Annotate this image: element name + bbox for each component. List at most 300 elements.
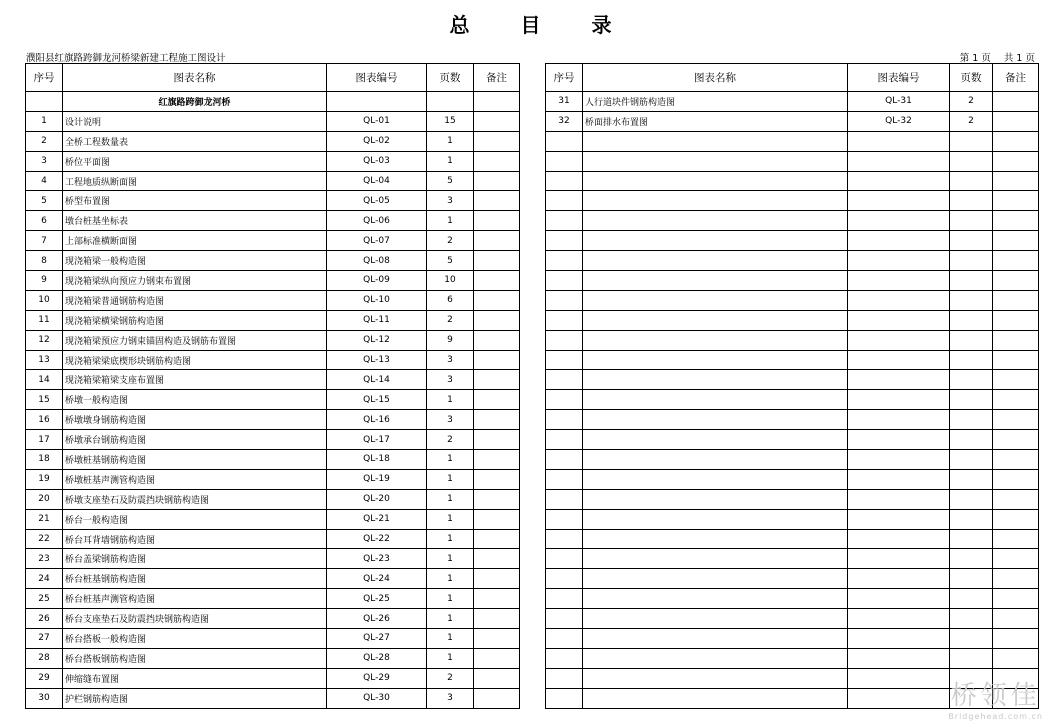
table-row [26,450,520,470]
drawing-code [848,271,950,291]
drawing-code [848,668,950,688]
drawing-name [583,648,848,668]
drawing-code: QL-09 [327,271,427,291]
page-count: 1 [427,609,474,629]
page-count: 2 [427,668,474,688]
table-row [26,330,520,350]
drawing-code: QL-24 [327,569,427,589]
row-number [546,271,583,291]
drawing-name [583,370,848,390]
drawing-name: 桥墩一般构造图 [63,390,327,410]
drawing-code: QL-27 [327,629,427,649]
remark [474,609,520,629]
row-number: 9 [26,271,63,291]
drawing-name [583,410,848,430]
remark [474,290,520,310]
drawing-code: QL-10 [327,290,427,310]
drawing-name [583,569,848,589]
remark [474,509,520,529]
drawing-name [583,271,848,291]
remark [993,569,1039,589]
row-number: 6 [26,211,63,231]
table-row [546,469,1039,489]
row-number [546,529,583,549]
row-number [546,569,583,589]
drawing-name [583,131,848,151]
section-title: 红旗路跨御龙河桥 [63,92,327,112]
drawing-code [848,529,950,549]
remark [993,350,1039,370]
row-number [546,390,583,410]
remark [993,251,1039,271]
table-row [26,589,520,609]
table-row [546,231,1039,251]
row-number [546,589,583,609]
table-row [546,489,1039,509]
drawing-name: 现浇箱梁梁底楔形块钢筋构造图 [63,350,327,370]
remark [993,131,1039,151]
remark [993,629,1039,649]
table-row [546,390,1039,410]
table-row [26,529,520,549]
remark [993,310,1039,330]
page-count [950,469,993,489]
row-number: 21 [26,509,63,529]
drawing-code [848,629,950,649]
page-count: 2 [427,430,474,450]
drawing-code [848,231,950,251]
drawing-code [848,290,950,310]
header-name: 图表名称 [63,64,327,92]
remark [474,569,520,589]
row-number [546,290,583,310]
row-number: 23 [26,549,63,569]
drawing-code: QL-12 [327,330,427,350]
table-row [26,131,520,151]
row-number: 32 [546,111,583,131]
table-row [546,609,1039,629]
page-count: 9 [427,330,474,350]
page-number: 第 1 页 [959,53,991,64]
drawing-code [848,469,950,489]
table-row [546,330,1039,350]
remark [474,549,520,569]
table-row [546,290,1039,310]
page-total: 共 1 页 [1003,53,1035,64]
drawing-name: 工程地质纵断面图 [63,171,327,191]
row-number: 15 [26,390,63,410]
drawing-code: QL-03 [327,151,427,171]
table-row [26,648,520,668]
drawing-code: QL-30 [327,688,427,708]
drawing-code: QL-29 [327,668,427,688]
table-row [546,131,1039,151]
page-count: 5 [427,251,474,271]
table-row [546,171,1039,191]
header-code: 图表编号 [848,64,950,92]
drawing-code [848,251,950,271]
drawing-name: 桥墩承台钢筋构造图 [63,430,327,450]
index-table-right [545,63,1039,709]
remark [993,589,1039,609]
remark [474,171,520,191]
row-number: 12 [26,330,63,350]
remark [993,92,1039,112]
page-count [950,410,993,430]
drawing-name [583,231,848,251]
remark [474,350,520,370]
page-count: 1 [427,151,474,171]
row-number [546,549,583,569]
remark [993,609,1039,629]
page-count [950,290,993,310]
drawing-name: 桥位平面图 [63,151,327,171]
drawing-name [583,589,848,609]
page-count: 1 [427,569,474,589]
header-no: 序号 [546,64,583,92]
watermark-logo [948,675,1043,721]
page-count: 3 [427,350,474,370]
table-row [26,410,520,430]
drawing-name [583,629,848,649]
page-count: 10 [427,271,474,291]
remark [993,489,1039,509]
drawing-name: 伸缩缝布置图 [63,668,327,688]
drawing-code [848,569,950,589]
page-count: 1 [427,489,474,509]
remark [474,211,520,231]
page-count [950,609,993,629]
remark [474,648,520,668]
table-row [26,509,520,529]
row-number [546,350,583,370]
remark [474,688,520,708]
row-number [546,688,583,708]
row-number: 11 [26,310,63,330]
drawing-code: QL-25 [327,589,427,609]
table-row [26,271,520,291]
drawing-name [583,430,848,450]
page-count: 1 [427,648,474,668]
remark [993,469,1039,489]
table-row [26,211,520,231]
page-count: 1 [427,549,474,569]
drawing-code [848,350,950,370]
row-number: 7 [26,231,63,251]
page-count: 3 [427,410,474,430]
drawing-name: 桥台一般构造图 [63,509,327,529]
drawing-code [848,549,950,569]
drawing-name [583,509,848,529]
page-count [950,231,993,251]
row-number [546,370,583,390]
header-name: 图表名称 [583,64,848,92]
remark [993,390,1039,410]
table-row [546,629,1039,649]
drawing-name [583,191,848,211]
row-number [546,469,583,489]
table-row [26,469,520,489]
drawing-code: QL-20 [327,489,427,509]
table-row [26,171,520,191]
remark [474,231,520,251]
table-row [26,430,520,450]
row-number [546,450,583,470]
drawing-code: QL-32 [848,111,950,131]
remark [474,430,520,450]
row-number: 16 [26,410,63,430]
drawing-code [848,489,950,509]
drawing-code: QL-07 [327,231,427,251]
header-pages: 页数 [950,64,993,92]
row-number: 29 [26,668,63,688]
remark [474,469,520,489]
drawing-code [848,390,950,410]
row-number: 17 [26,430,63,450]
remark [474,489,520,509]
drawing-name: 现浇箱梁纵向预应力钢束布置图 [63,271,327,291]
remark [993,410,1039,430]
row-number [546,231,583,251]
table-row [26,569,520,589]
table-row [546,648,1039,668]
drawing-name [583,330,848,350]
page-count [950,171,993,191]
table-row [26,370,520,390]
page-count: 15 [427,111,474,131]
drawing-name: 护栏钢筋构造图 [63,688,327,708]
remark [474,589,520,609]
page-count [950,450,993,470]
drawing-code [848,211,950,231]
page-count [950,489,993,509]
table-header-row [26,64,520,92]
drawing-name: 桥台耳背墙钢筋构造图 [63,529,327,549]
drawing-code: QL-04 [327,171,427,191]
table-row [26,668,520,688]
drawing-code [848,509,950,529]
page-count [950,430,993,450]
page-count [950,549,993,569]
drawing-code: QL-18 [327,450,427,470]
table-row [546,370,1039,390]
remark [474,370,520,390]
drawing-name: 桥台桩基声测管构造图 [63,589,327,609]
table-row [26,310,520,330]
drawing-name: 全桥工程数量表 [63,131,327,151]
drawing-code: QL-15 [327,390,427,410]
page-count: 1 [427,450,474,470]
row-number [546,211,583,231]
remark [993,191,1039,211]
remark [993,549,1039,569]
header-note: 备注 [474,64,520,92]
row-number: 27 [26,629,63,649]
drawing-name: 桥台盖梁钢筋构造图 [63,549,327,569]
row-number: 25 [26,589,63,609]
header-no: 序号 [26,64,63,92]
table-row [546,271,1039,291]
row-number [546,609,583,629]
row-number: 13 [26,350,63,370]
remark [474,271,520,291]
drawing-name: 桥墩支座垫石及防震挡块钢筋构造图 [63,489,327,509]
page-count [950,589,993,609]
table-row [546,350,1039,370]
section-row [26,92,520,112]
drawing-code: QL-08 [327,251,427,271]
table-row [26,151,520,171]
drawing-name [583,151,848,171]
document-title: 总 目 录 [449,13,634,37]
row-number [546,310,583,330]
row-number: 2 [26,131,63,151]
drawing-name: 人行道块件钢筋构造图 [583,92,848,112]
drawing-name: 桥台桩基钢筋构造图 [63,569,327,589]
drawing-name: 桥墩桩基钢筋构造图 [63,450,327,470]
drawing-code [848,688,950,708]
drawing-code: QL-26 [327,609,427,629]
drawing-code: QL-05 [327,191,427,211]
drawing-name [583,211,848,231]
remark [474,251,520,271]
page-count [950,151,993,171]
drawing-code [848,131,950,151]
table-row [26,629,520,649]
table-row [546,410,1039,430]
page-count [950,629,993,649]
drawing-code: QL-22 [327,529,427,549]
row-number [546,668,583,688]
remark [993,509,1039,529]
remark [474,131,520,151]
row-number [546,629,583,649]
drawing-code: QL-01 [327,111,427,131]
page-count: 6 [427,290,474,310]
header-note: 备注 [993,64,1039,92]
remark [474,410,520,430]
drawing-code: QL-31 [848,92,950,112]
page-count [950,330,993,350]
drawing-name: 桥型布置图 [63,191,327,211]
remark [474,529,520,549]
remark [474,629,520,649]
table-row [546,589,1039,609]
table-row [26,549,520,569]
row-number [546,171,583,191]
table-row [546,111,1039,131]
table-row [546,151,1039,171]
page-count [950,569,993,589]
row-number: 26 [26,609,63,629]
page-count: 3 [427,191,474,211]
drawing-name: 现浇箱梁普通钢筋构造图 [63,290,327,310]
remark [474,310,520,330]
table-row [26,350,520,370]
drawing-code: QL-23 [327,549,427,569]
remark [993,450,1039,470]
drawing-code [848,310,950,330]
remark [993,271,1039,291]
page-count: 1 [427,629,474,649]
table-row [546,450,1039,470]
page-count: 3 [427,688,474,708]
drawing-name [583,549,848,569]
page-count [950,390,993,410]
drawing-name [583,251,848,271]
index-table-left [25,63,520,709]
drawing-name [583,310,848,330]
remark [474,330,520,350]
remark [474,151,520,171]
row-number [546,410,583,430]
table-row [546,251,1039,271]
page-count [950,271,993,291]
row-number [546,131,583,151]
row-number [546,251,583,271]
drawing-code: QL-19 [327,469,427,489]
header-pages: 页数 [427,64,474,92]
drawing-code [848,330,950,350]
drawing-name [583,390,848,410]
row-number [546,509,583,529]
table-row [26,390,520,410]
drawing-name: 墩台桩基坐标表 [63,211,327,231]
row-number [546,330,583,350]
table-row [546,569,1039,589]
drawing-name [583,609,848,629]
drawing-code: QL-16 [327,410,427,430]
row-number [546,191,583,211]
table-row [26,688,520,708]
page-count: 2 [950,92,993,112]
remark [993,171,1039,191]
row-number: 1 [26,111,63,131]
table-row [26,489,520,509]
page-count [950,131,993,151]
page-count [950,191,993,211]
remark [993,370,1039,390]
table-header-row [546,64,1039,92]
row-number: 10 [26,290,63,310]
row-number: 18 [26,450,63,470]
page-count: 1 [427,390,474,410]
drawing-code [848,648,950,668]
page-count: 1 [427,131,474,151]
drawing-name [583,450,848,470]
row-number: 30 [26,688,63,708]
remark [993,231,1039,251]
watermark-text: 桥领佳 [950,681,1041,711]
table-row [546,529,1039,549]
row-number [546,430,583,450]
page-count [950,509,993,529]
remark [474,668,520,688]
table-row [26,609,520,629]
row-number: 22 [26,529,63,549]
drawing-code [848,450,950,470]
remark [993,111,1039,131]
row-number: 4 [26,171,63,191]
page-count [950,251,993,271]
table-row [26,251,520,271]
drawing-name: 设计说明 [63,111,327,131]
page-count: 5 [427,171,474,191]
row-number: 24 [26,569,63,589]
drawing-name: 桥台支座垫石及防震挡块钢筋构造图 [63,609,327,629]
drawing-name: 上部标准横断面图 [63,231,327,251]
row-number [546,151,583,171]
